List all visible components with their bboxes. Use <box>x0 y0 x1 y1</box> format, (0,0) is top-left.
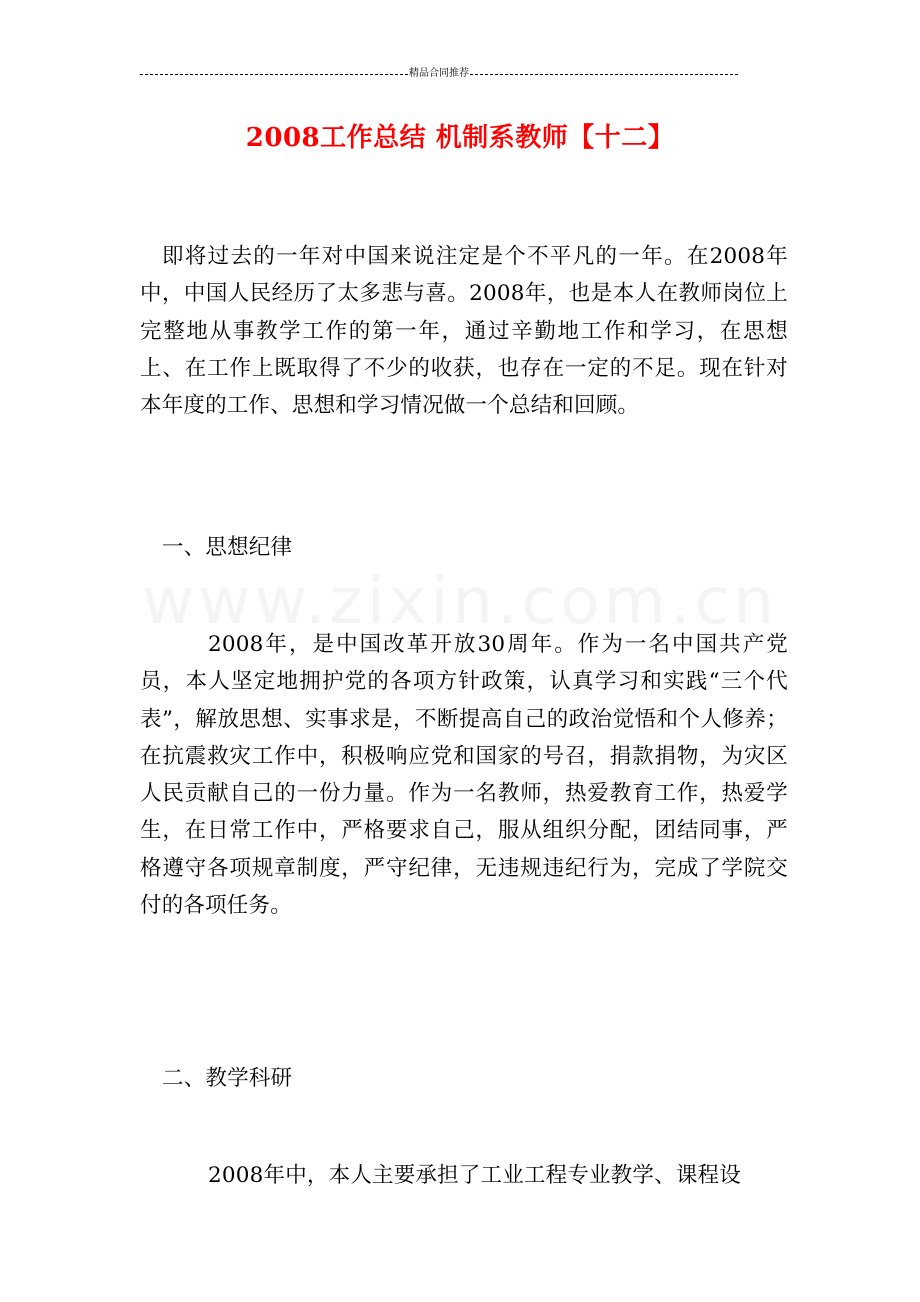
section-heading-teaching: 二、教学科研 <box>162 1066 293 1091</box>
section-body-discipline: 2008年，是中国改革开放30周年。作为一名中国共产党员，本人坚定地拥护党的各项方针政策，认真学习和实践“三个代表”，解放思想、实事求是，不断提高自己的政治觉悟和个人修养；在抗震救灾工作中，积极响应党和国家的号召，捐款捐物，为灾区人民贡献自己的一份力量。作为一名教师，热爱教育工作，热爱学生，在日常工作中，严格要求自己，服从组织分配，团结同事，严格遵守各项规章制度，严守纪律，无违规违纪行为，完成了学院交付的各项任务。 <box>140 632 788 919</box>
document-title: 2008工作总结 机制系教师【十二】 <box>245 123 675 153</box>
section-heading-discipline: 一、思想纪律 <box>162 535 293 560</box>
intro-paragraph: 即将过去的一年对中国来说注定是个不平凡的一年。在2008年中，中国人民经历了太多悲与喜。2008年，也是本人在教师岗位上完整地从事教学工作的第一年，通过辛勤地工作和学习，在思想上、在工作上既取得了不少的收获，也存在一定的不足。现在针对本年度的工作、思想和学习情况做一个总结和回顾。 <box>140 244 788 419</box>
header-dashed-line-left <box>140 74 408 75</box>
header-label: 精品合同推荐 <box>409 68 469 79</box>
section-body-teaching: 2008年中，本人主要承担了工业工程专业教学、课程设 <box>208 1163 741 1188</box>
page-header <box>140 66 738 82</box>
header-dashed-line-right <box>470 74 738 75</box>
